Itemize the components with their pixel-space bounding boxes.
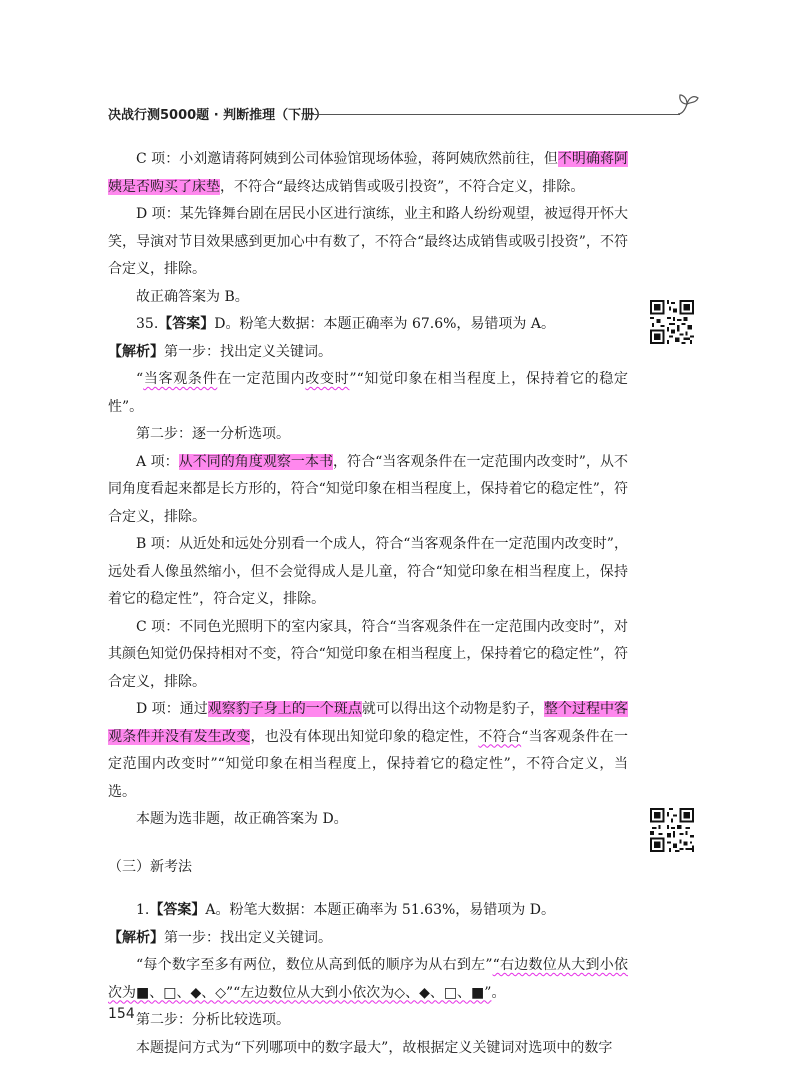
keyword: 不符合	[478, 728, 522, 745]
text: “	[136, 371, 144, 387]
q35-keywords	[108, 366, 628, 421]
header-rule	[308, 114, 680, 115]
question-number: 1.	[136, 902, 150, 918]
analysis-tag: 【解析】	[108, 343, 164, 360]
q35-conclusion: 本题为选非题，故正确答案为 D。	[136, 811, 348, 827]
section-heading: （三）新考法	[108, 858, 192, 875]
keyword: 当客观条件	[143, 371, 218, 387]
analysis-tag: 【解析】	[108, 929, 164, 946]
highlight: 观察豹子身上的一个斑点	[207, 701, 362, 717]
n1-analysis-line	[108, 925, 628, 953]
highlight: 从不同的角度观察一本书	[178, 453, 334, 470]
q35-option-b: B 项：从近处和远处分别看一个成人，符合“当客观条件在一定范围内改变时”，远处看人像虽然缩小，但不会觉得成人是儿童，符合“知觉印象在相当程度上，保持着它的稳定性”，符合定义，排除。	[108, 536, 628, 607]
text: 。	[491, 984, 506, 1001]
q35-option-a	[108, 449, 628, 532]
text: 就可以得出这个动物是豹子，	[361, 701, 544, 717]
qr-code-icon[interactable]	[650, 300, 694, 344]
q35-option-d	[108, 696, 628, 806]
text: 第一步：找出定义关键词。	[164, 343, 332, 360]
answer-tag: 【答案】	[158, 316, 215, 332]
n1-last-line: 本题提问方式为“下列哪项中的数字最大”，故根据定义关键词对选项中的数字	[136, 1039, 613, 1056]
n1-step2: 第二步：分析比较选项。	[136, 1012, 290, 1028]
text: A 项：	[136, 453, 179, 470]
text: 第一步：找出定义关键词。	[164, 929, 332, 946]
text: D 项：通过	[136, 701, 208, 717]
page-number: 154	[108, 1006, 135, 1022]
q34-answer: 故正确答案为 B。	[136, 288, 249, 305]
text: ，符合“当客观条件在一定范围内改变时”，从不同角度看起来都是长方形的，符合“知觉印象在相当程度上，保持着它的稳定性”，符合定义，排除。	[108, 453, 628, 525]
keyword: 改变时	[305, 371, 350, 387]
text: ，也没有体现出知觉印象的稳定性，	[250, 728, 479, 745]
highlight: 整个过程中客观条件并没有发生改变	[108, 701, 629, 745]
q34-option-d: D 项：某先锋舞台剧在居民小区进行演练，业主和路人纷纷观望，被逗得开怀大笑，导演对节目效果感到更加心中有数了，不符合“最终达成销售或吸引投资”，不符合定义，排除。	[108, 206, 628, 277]
q35-analysis-line	[108, 339, 628, 367]
text: ”“知觉印象在相当程度上，保持着它的稳定性”。	[108, 371, 628, 415]
n1-answer-line	[108, 897, 628, 925]
highlight: 不明确蒋阿姨是否购买了床垫	[108, 151, 629, 195]
n1-keywords	[108, 952, 628, 1007]
text: C 项：小刘邀请蒋阿姨到公司体验馆现场体验，蒋阿姨欣然前往，但	[136, 151, 558, 167]
question-number: 35.	[136, 316, 159, 332]
text: D。粉笔大数据：本题正确率为 67.6%，易错项为 A。	[214, 316, 555, 332]
q35-step2: 第二步：逐一分析选项。	[136, 426, 290, 442]
keyword: “右边数位从大到小依次为■、□、◆、◇”“左边数位从大到小依次为◇、◆、□、■”	[108, 957, 628, 1001]
q35-answer-line	[108, 311, 628, 339]
running-header-title: 决战行测5000题 · 判断推理（下册）	[108, 108, 328, 123]
text: 在一定范围内	[217, 371, 306, 387]
qr-code-icon[interactable]	[650, 808, 694, 852]
text: “每个数字至多有两位，数位从高到低的顺序为从右到左”	[136, 957, 493, 973]
text: A。粉笔大数据：本题正确率为 51.63%，易错项为 D。	[205, 902, 555, 918]
q34-option-c	[108, 146, 628, 201]
text: ，不符合“最终达成销售或吸引投资”，不符合定义，排除。	[220, 178, 585, 195]
answer-tag: 【答案】	[149, 902, 206, 918]
q35-option-c: C 项：不同色光照明下的室内家具，符合“当客观条件在一定范围内改变时”，对其颜色知觉仍保持相对不变，符合“知觉印象在相当程度上，保持着它的稳定性”，符合定义，排除。	[108, 618, 628, 690]
text: “当客观条件在一定范围内改变时”“知觉印象在相当程度上，保持着它的稳定性”，不符合定义，当选。	[108, 728, 629, 800]
sprout-icon	[672, 90, 702, 118]
page-body	[108, 146, 628, 1062]
